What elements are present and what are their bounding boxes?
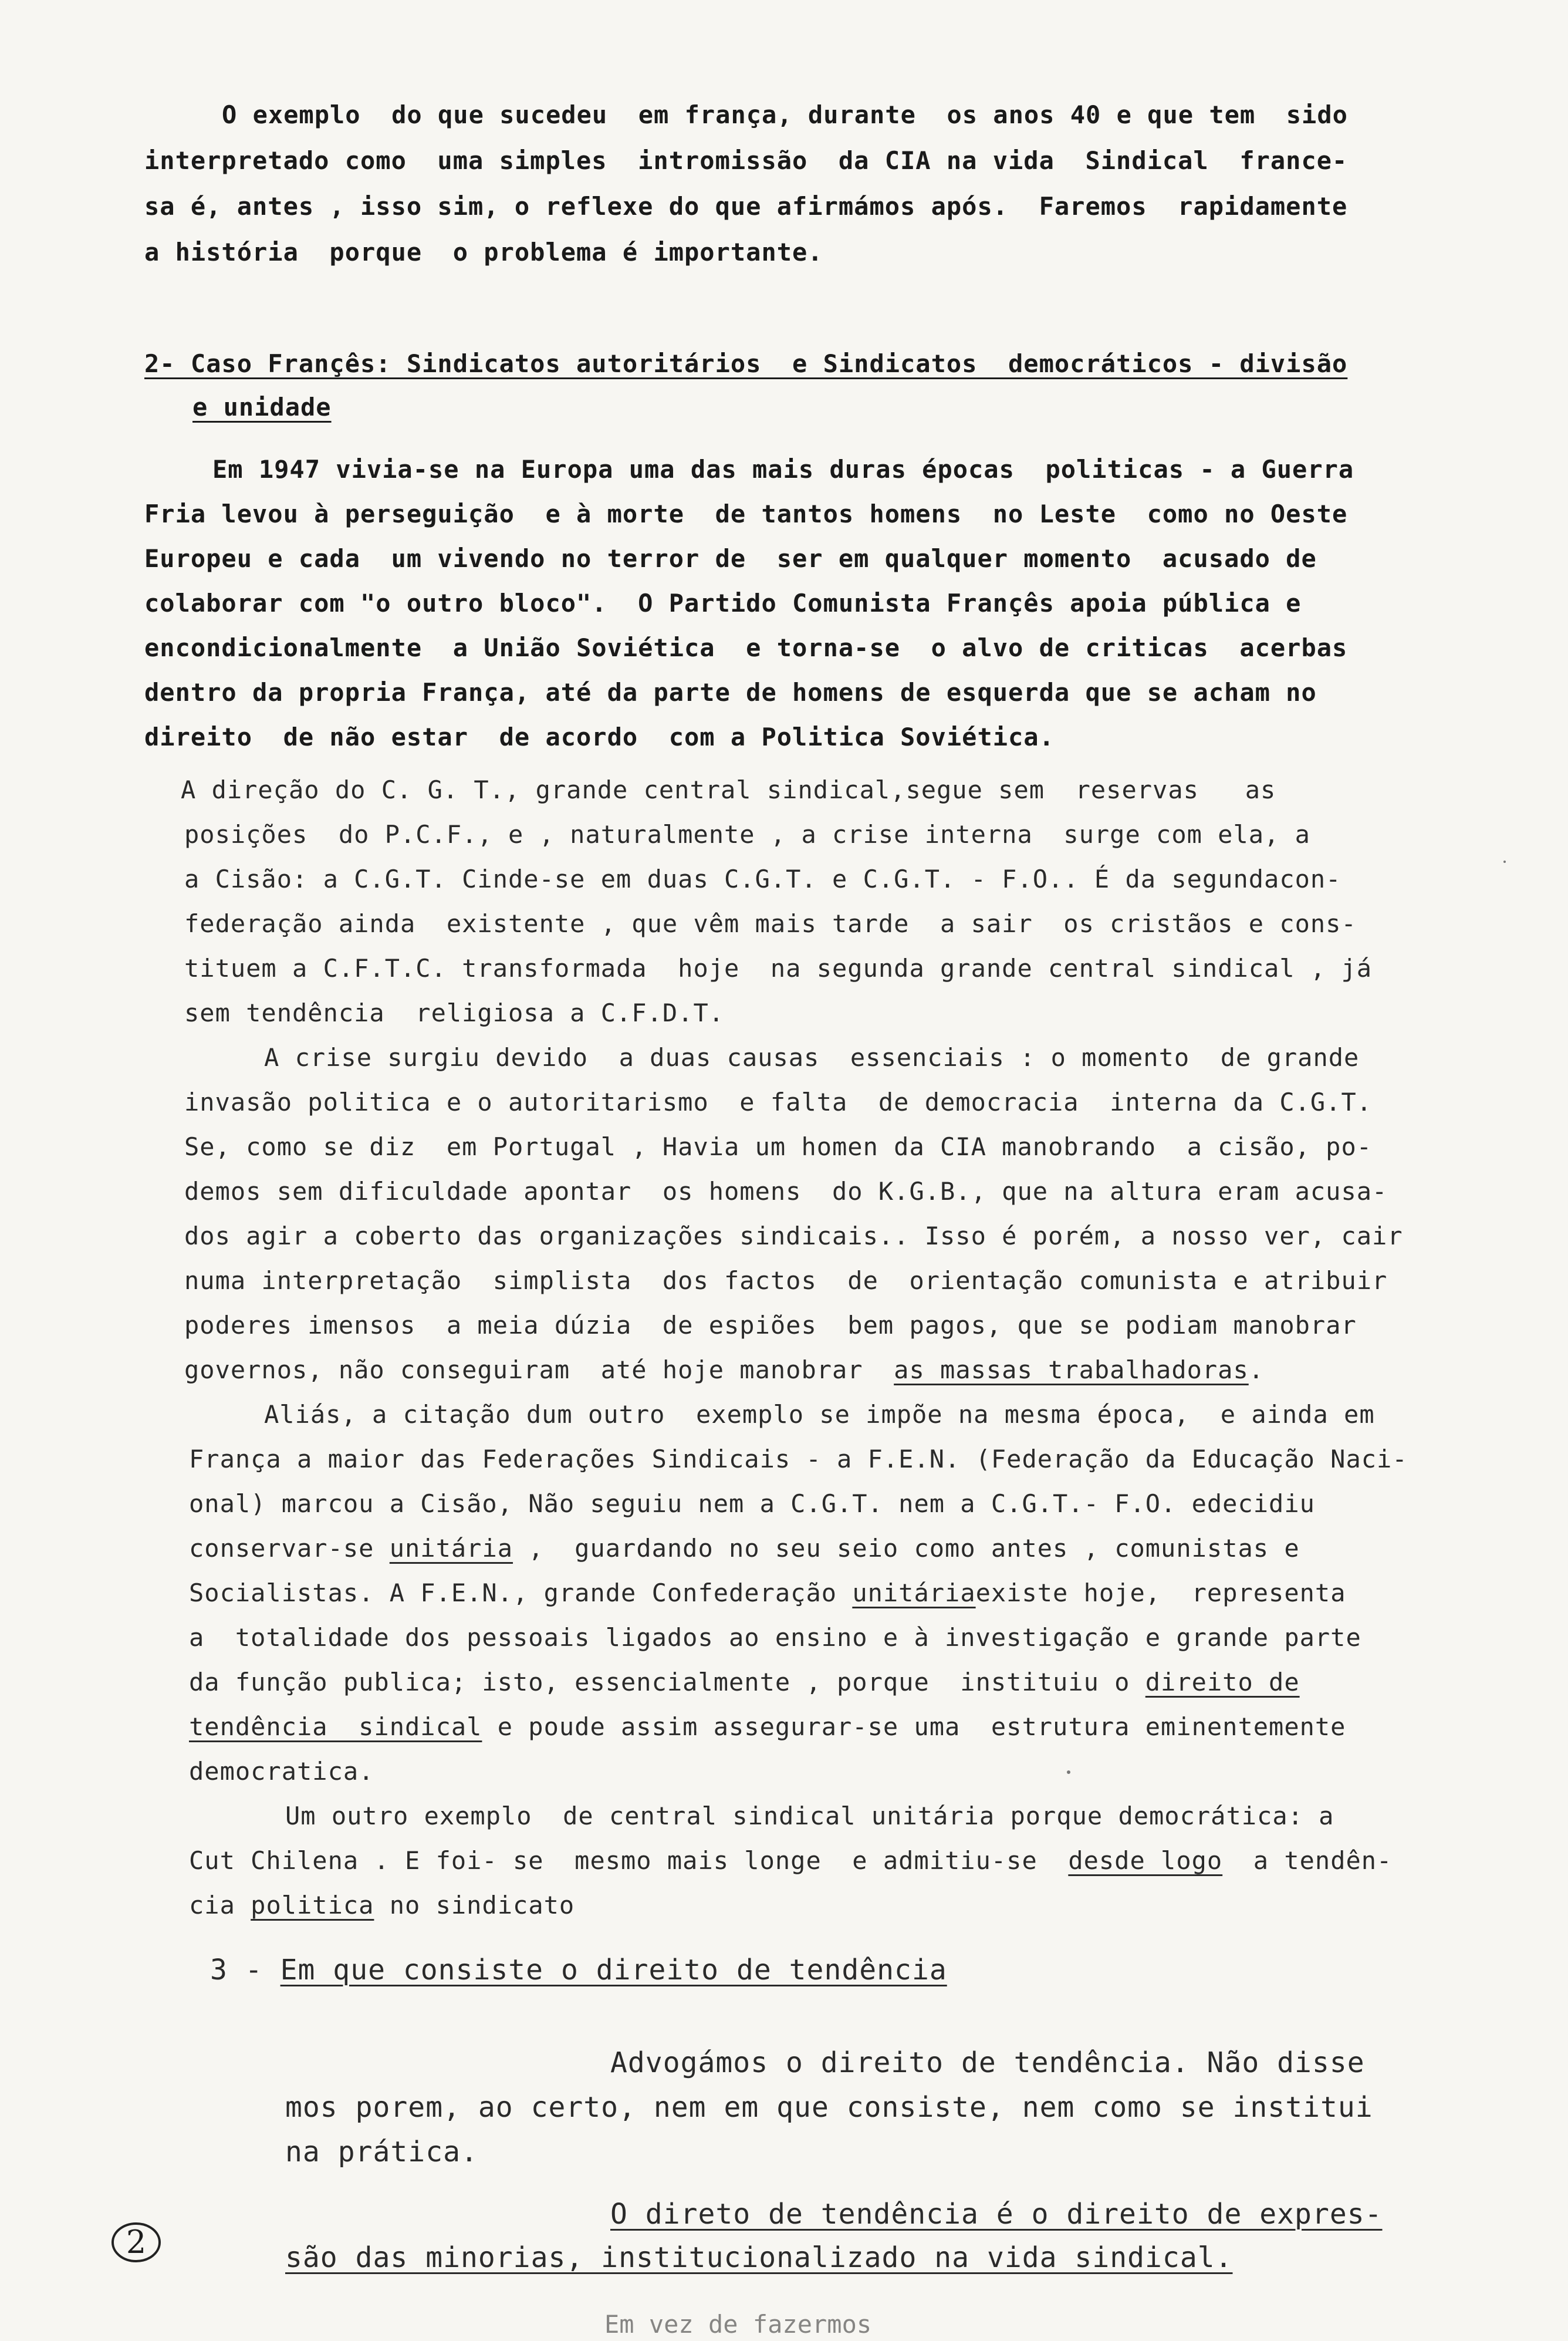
section-2-heading-line-2: e unidade [192,393,332,421]
underlined-word-unitaria-2: unitária [852,1578,976,1607]
underlined-politica: politica [251,1891,374,1920]
s2-para3-line-4: demos sem dificuldade apontar os homens do K.G.B., que na altura eram acusa- [184,1177,1388,1206]
s2-para3-line-3: Se, como se diz em Portugal , Havia um homen da CIA manobrando a cisão, po- [184,1132,1373,1161]
s2-para1-line-4: colaborar com "o outro bloco". O Partido Comunista Françês apoia pública e [144,589,1302,618]
s2-para3-line-8 [184,1354,1264,1387]
scan-speck [1503,861,1506,863]
underlined-direito-de: direito de [1145,1668,1300,1696]
s2-para3-line-1: A crise surgiu devido a duas causas essenciais : o momento de grande [264,1043,1360,1072]
section-2-heading-line-1: 2- Caso Françês: Sindicatos autoritários e Sindicatos democráticos - divisão [144,349,1348,378]
s2-para2-line-5: tituem a C.F.T.C. transformada hoje na segunda grande central sindical , já [184,954,1373,983]
s2-para3-line-8-text: governos, não conseguiram até hoje manobrar [184,1355,894,1384]
s2-para4-line-9: democratica. [189,1757,374,1786]
s2-para5-line-3-a: cia [189,1891,251,1920]
s2-para4-line-4 [189,1532,1300,1565]
s2-para4-line-8-b: e poude assim assegurar-se uma estrutura eminentemente [482,1712,1346,1741]
s3-para2-line-1: O direto de tendência é o direito de expres- [610,2198,1383,2231]
cut-off-line: Em vez de fazermos [604,2310,872,2339]
section-3-number: 3 - [210,1954,281,1986]
s2-para4-line-7-a: da função publica; isto, essencialmente , porque instituiu o [189,1668,1145,1696]
s2-para4-line-5 [189,1577,1346,1610]
page-number-text: 2 [126,2224,147,2261]
s2-para4-line-3: onal) marcou a Cisão, Não seguiu nem a C.G.T. nem a C.G.T.- F.O. edecidiu [189,1489,1315,1518]
s2-para2-line-2: posições do P.C.F., e , naturalmente , a crise interna surge com ela, a [184,820,1310,849]
intro-line-4: a história porque o problema é importante. [144,238,823,267]
s2-para1-line-1: Em 1947 vivia-se na Europa uma das mais duras épocas politicas - a Guerra [212,455,1354,484]
s2-para3-line-8-end: . [1248,1355,1265,1384]
s2-para4-line-6: a totalidade dos pessoais ligados ao ensino e à investigação e grande parte [189,1623,1361,1652]
intro-line-3: sa é, antes , isso sim, o reflexe do que afirmámos após. Faremos rapidamente [144,192,1348,221]
s2-para5-line-2-b: a tendên- [1222,1846,1393,1875]
s2-para3-line-2: invasão politica e o autoritarismo e falta de democracia interna da C.G.T. [184,1088,1373,1116]
section-3-heading [210,1954,947,1986]
scan-speck [1067,1770,1070,1774]
s2-para1-line-7: direito de não estar de acordo com a Politica Soviética. [144,723,1055,751]
s2-para1-line-2: Fria levou à perseguição e à morte de tantos homens no Leste como no Oeste [144,500,1348,528]
s2-para1-line-3: Europeu e cada um vivendo no terror de ser em qualquer momento acusado de [144,544,1317,573]
s2-para4-line-4-b: , guardando no seu seio como antes , comunistas e [513,1534,1300,1563]
s3-para2-line-2: são das minorias, institucionalizado na vida sindical. [285,2241,1233,2274]
s2-para4-line-5-a: Socialistas. A F.E.N., grande Confederação [189,1578,853,1607]
s2-para4-line-5-b: existe hoje, representa [975,1578,1346,1607]
s2-para3-line-7: poderes imensos a meia dúzia de espiões bem pagos, que se podiam manobrar [184,1311,1357,1340]
s2-para4-line-8 [189,1711,1346,1743]
s2-para3-line-6: numa interpretação simplista dos factos de orientação comunista e atribuir [184,1266,1388,1295]
section-3-title: Em que consiste o direito de tendência [280,1954,947,1986]
s2-para2-line-6: sem tendência religiosa a C.F.D.T. [184,999,725,1027]
s2-para4-line-7 [189,1666,1300,1699]
intro-line-1: O exemplo do que sucedeu em frança, durante os anos 40 e que tem sido [222,100,1348,129]
underlined-tendencia-sindical: tendência sindical [189,1712,482,1741]
s3-para1-line-2: mos porem, ao certo, nem em que consiste, nem como se institui [285,2091,1373,2124]
s2-para4-line-4-a: conservar-se [189,1534,390,1563]
s2-para1-line-5: encondicionalmente a União Soviética e torna-se o alvo de criticas acerbas [144,633,1348,662]
underlined-phrase: as massas trabalhadoras [894,1355,1249,1384]
s2-para3-line-5: dos agir a coberto das organizações sindicais.. Isso é porém, a nosso ver, cair [184,1222,1403,1250]
page-number [109,2219,163,2266]
s2-para2-line-1: A direção do C. G. T., grande central sindical,segue sem reservas as [181,775,1276,804]
s2-para1-line-6: dentro da propria França, até da parte de homens de esquerda que se acham no [144,678,1317,707]
s2-para5-line-1: Um outro exemplo de central sindical unitária porque democrática: a [285,1802,1334,1830]
s2-para2-line-4: federação ainda existente , que vêm mais tarde a sair os cristãos e cons- [184,909,1357,938]
s3-para1-line-1: Advogámos o direito de tendência. Não disse [610,2046,1365,2079]
s2-para5-line-2 [189,1844,1392,1877]
underlined-desde-logo: desde logo [1068,1846,1223,1875]
s2-para2-line-3: a Cisão: a C.G.T. Cinde-se em duas C.G.T. e C.G.T. - F.O.. É da segundacon- [184,865,1341,893]
s3-para1-line-3: na prática. [285,2136,478,2168]
s2-para5-line-3-b: no sindicato [374,1891,575,1920]
intro-line-2: interpretado como uma simples intromissão da CIA na vida Sindical france- [144,146,1348,175]
s2-para4-line-1: Aliás, a citação dum outro exemplo se impõe na mesma época, e ainda em [264,1400,1375,1429]
underlined-word-unitaria: unitária [389,1534,513,1563]
s2-para5-line-2-a: Cut Chilena . E foi- se mesmo mais longe e admitiu-se [189,1846,1069,1875]
s2-para4-line-2: França a maior das Federações Sindicais - a F.E.N. (Federação da Educação Naci- [189,1445,1408,1473]
s2-para5-line-3 [189,1889,575,1922]
